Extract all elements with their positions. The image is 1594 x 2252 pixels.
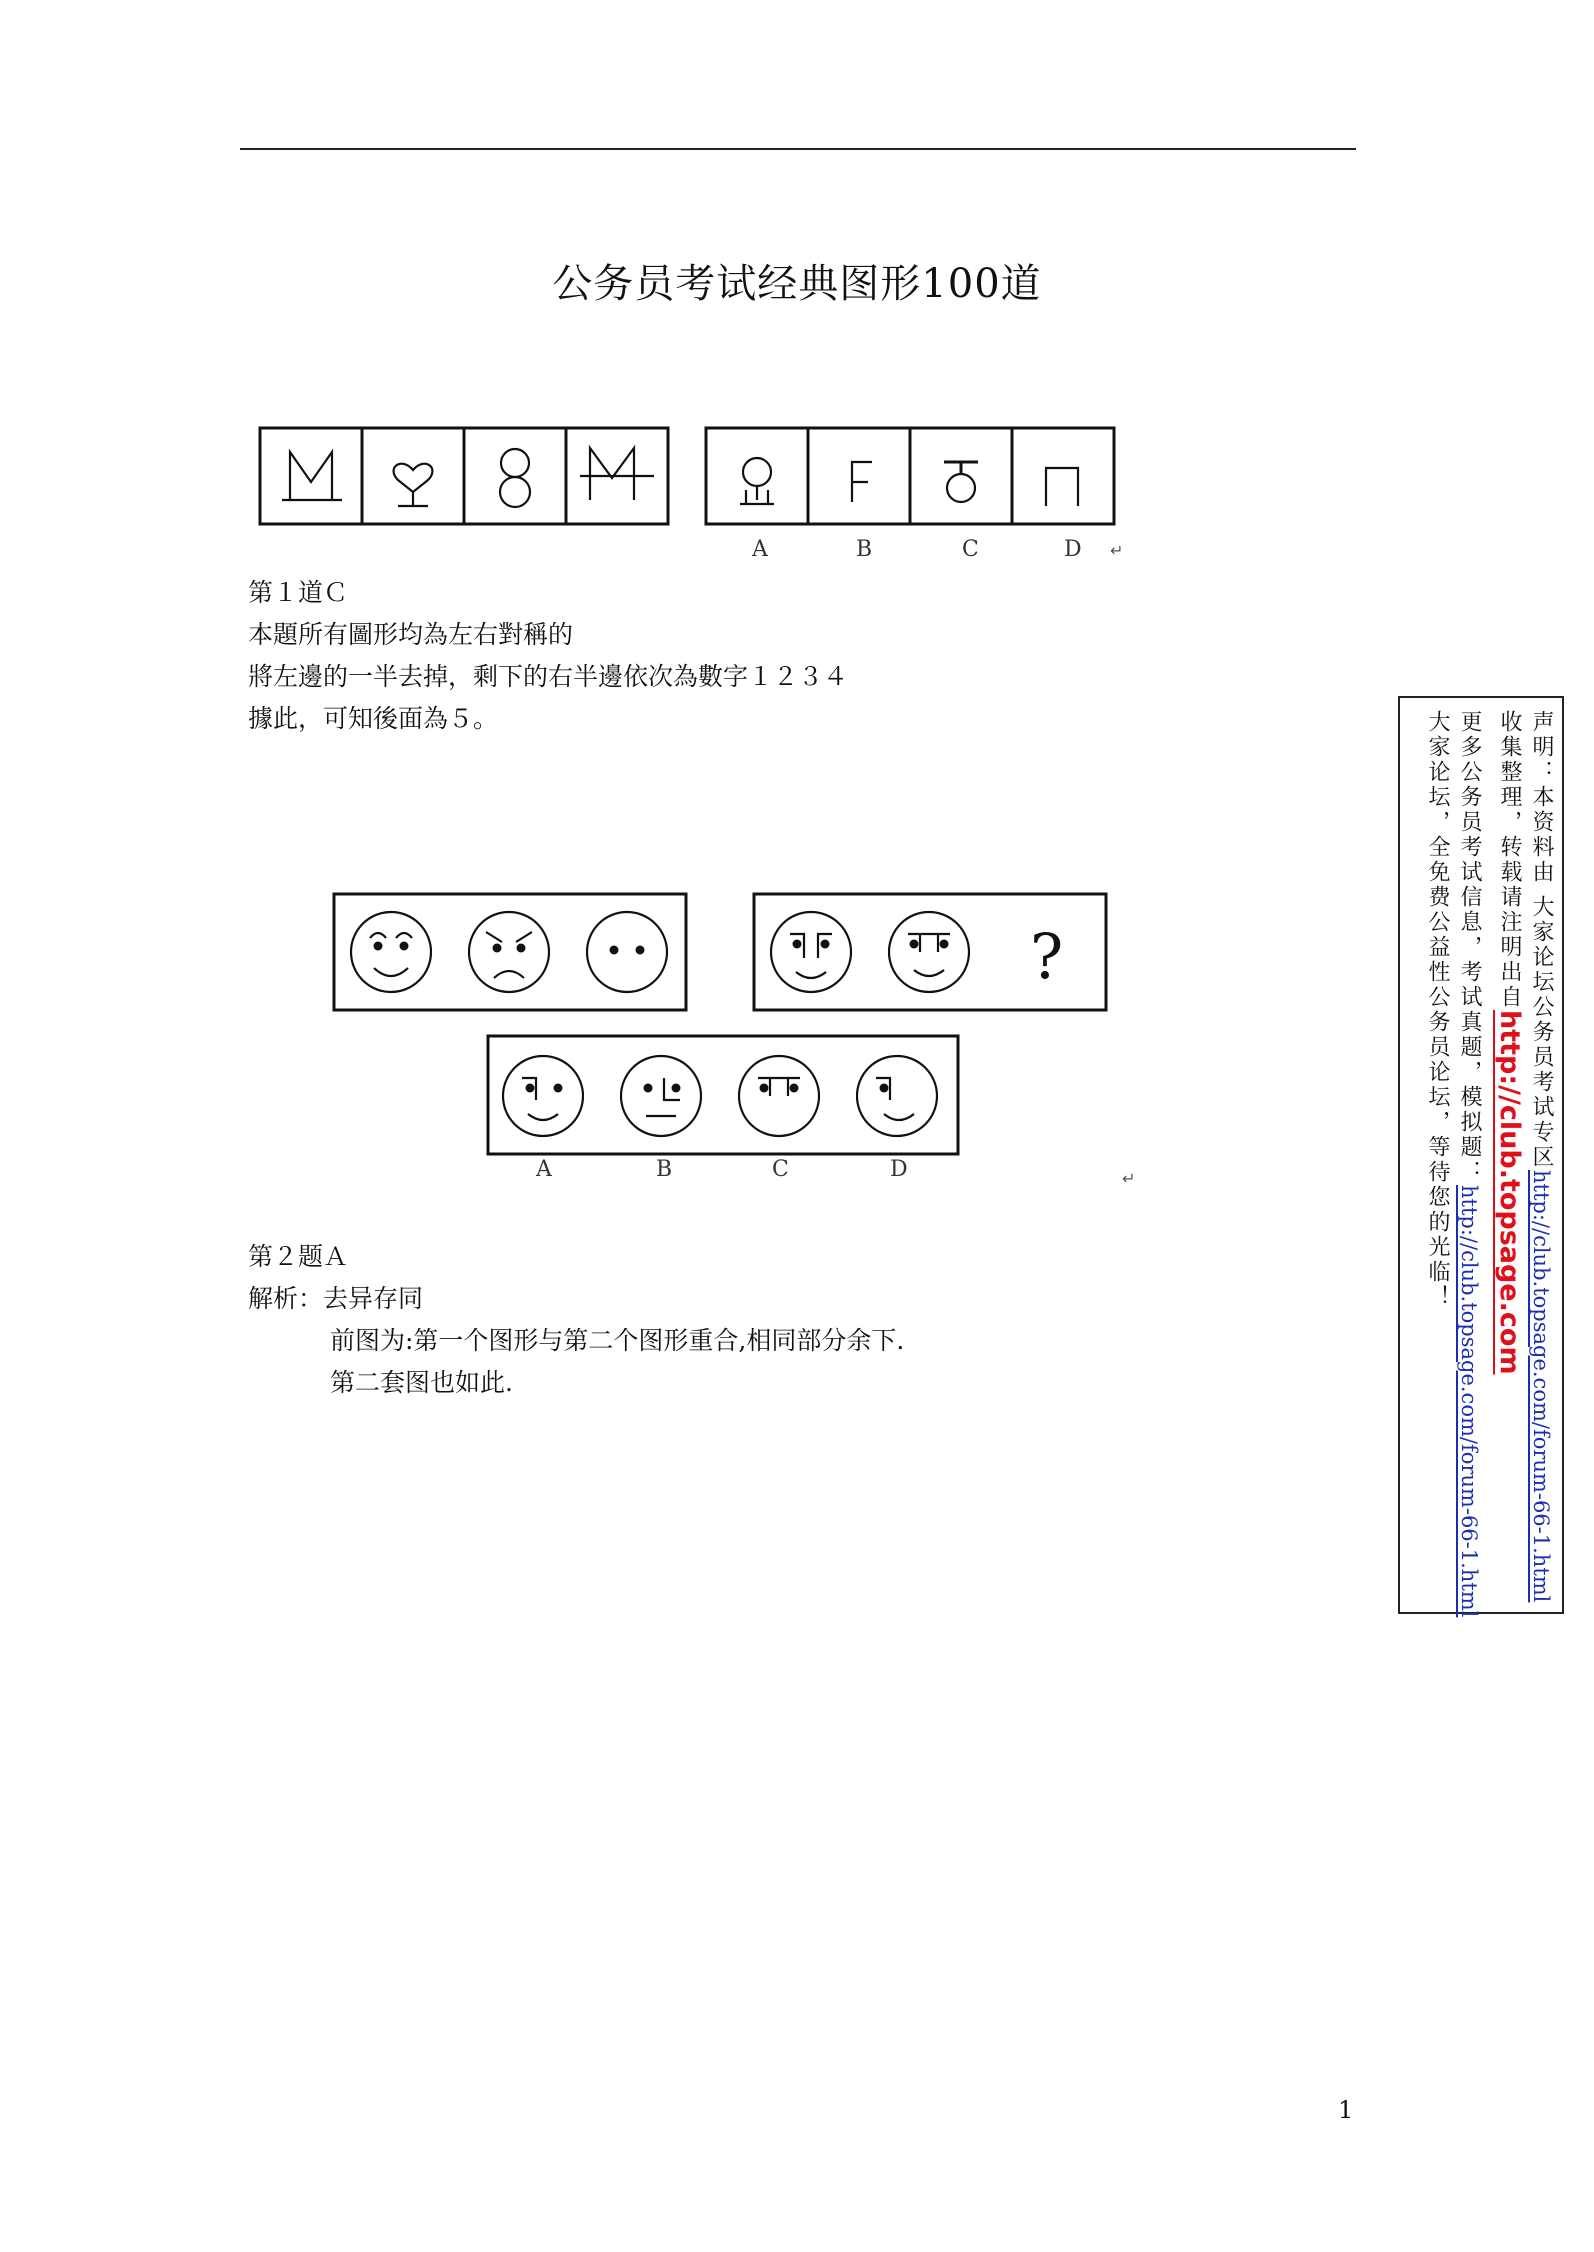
disclaimer-column-4: 大家论坛，全免费公益性公务员论坛，等待您的光临！ <box>1425 710 1450 1310</box>
disclaimer-text: 声明：本资料由 大家论坛公务员考试专区 <box>1529 710 1554 1170</box>
q1-options-figure <box>706 428 1114 524</box>
q1-option-d-label: D <box>1064 537 1082 562</box>
q1-option-a-label: A <box>752 537 768 562</box>
q1-explanation-line: 據此，可知後面為５。 <box>248 704 499 733</box>
q1-explanation-line: 將左邊的一半去掉，剩下的右半邊依次為數字１２３４ <box>248 662 849 691</box>
q2-analysis-label: 解析：去异存同 <box>248 1284 424 1313</box>
disclaimer-text: 更多公务员考试信息，考试真题，模拟题： <box>1457 710 1482 1185</box>
q2-options-figure <box>488 1036 958 1154</box>
forum-link[interactable]: http://club.topsage.com/forum-66-1.html <box>1529 1170 1553 1603</box>
page-number: 1 <box>1338 2096 1354 2124</box>
q1-explanation-line: 本題所有圖形均為左右對稱的 <box>248 620 574 649</box>
q2-option-b-label: B <box>656 1157 673 1182</box>
q1-option-c-label: C <box>962 537 979 562</box>
q2-answer-line: 第２题Ａ <box>248 1242 349 1271</box>
q2-sequence-one-figure <box>334 894 686 1010</box>
return-mark-icon: ↵ <box>1110 541 1124 560</box>
q1-sequence-figure <box>260 428 668 524</box>
page-title: 公务员考试经典图形100道 <box>552 261 1042 307</box>
q2-explanation-line: 前图为:第一个图形与第二个图形重合,相同部分余下. <box>330 1326 905 1355</box>
forum-link[interactable]: http://club.topsage.com/forum-66-1.html <box>1457 1185 1481 1618</box>
q1-answer-line: 第１道Ｃ <box>248 578 349 607</box>
return-mark-icon: ↵ <box>1122 1169 1136 1188</box>
disclaimer-column-2 <box>1494 710 1525 1375</box>
q2-question-mark: ? <box>1030 920 1064 993</box>
q2-option-a-label: A <box>536 1157 552 1182</box>
disclaimer-column-3 <box>1456 710 1482 1617</box>
site-link[interactable]: http://club.topsage.com <box>1494 1010 1525 1375</box>
disclaimer-box <box>1398 696 1564 1618</box>
disclaimer-text: 收集整理，转载请注明出自 <box>1497 710 1522 1010</box>
q2-explanation-line: 第二套图也如此. <box>330 1368 513 1397</box>
disclaimer-column-1 <box>1528 710 1554 1602</box>
q2-option-c-label: C <box>772 1157 789 1182</box>
q1-option-b-label: B <box>856 537 873 562</box>
q2-option-d-label: D <box>890 1157 908 1182</box>
